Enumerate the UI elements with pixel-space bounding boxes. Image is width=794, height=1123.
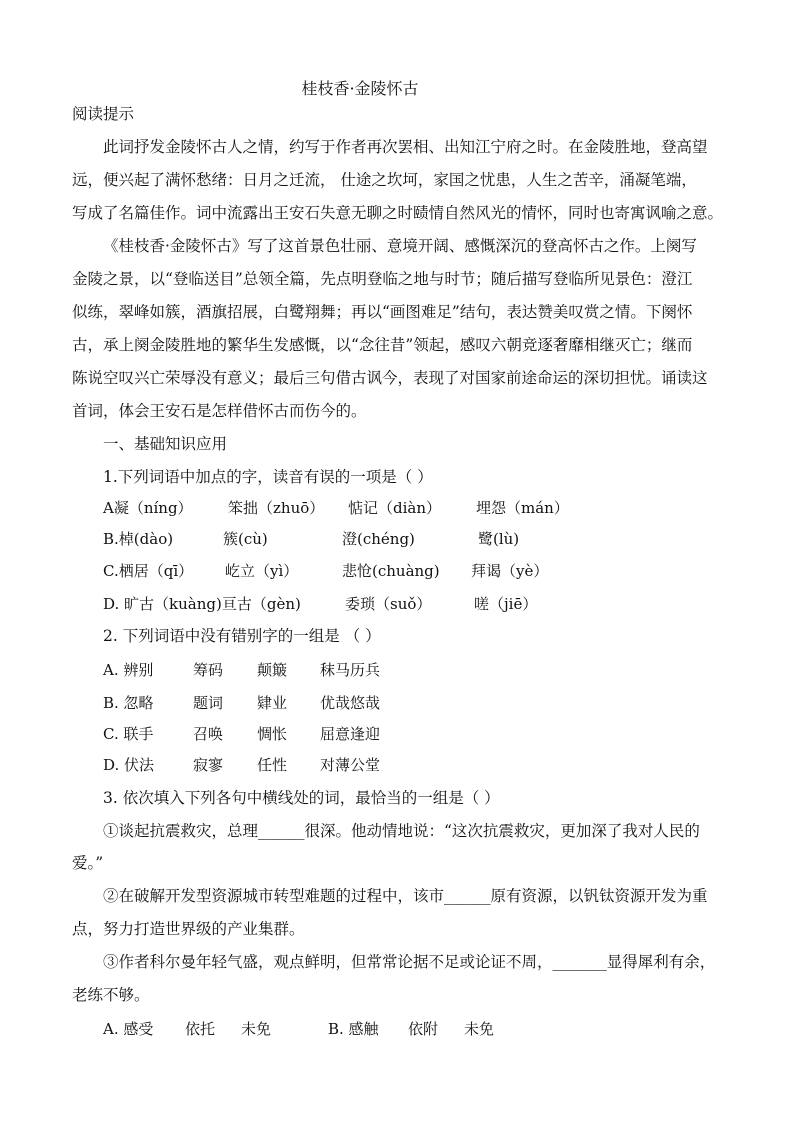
q3-option-a-2: 依托 (185, 1020, 216, 1038)
q2-option-b-1: B. 忽略 (103, 694, 154, 712)
q2-option-a-4: 秣马历兵 (320, 661, 381, 679)
q3-option-b-3: 未免 (464, 1020, 495, 1038)
q2-option-a-1: A. 辨别 (103, 661, 154, 679)
q3-option-b-1: B. 感触 (328, 1020, 379, 1038)
q1-stem: 1.下列词语中加点的字，读音有误的一项是（ ） (103, 468, 433, 486)
q1-option-a-3: 惦记（diàn） (348, 499, 442, 517)
intro-p1-line-2: 远，便兴起了满怀愁绪：日月之迁流， 仕途之坎坷，家国之忧患，人生之苦辛，涌凝笔端， (72, 171, 697, 189)
q1-option-d-3: 嗟（jiē） (474, 595, 538, 613)
q2-option-a-3: 颠簸 (257, 661, 288, 679)
q2-option-b-3: 肄业 (257, 694, 288, 712)
q2-option-b-4: 优哉悠哉 (320, 694, 381, 712)
q1-option-d-2: 委琐（suǒ） (345, 595, 432, 613)
q2-option-d-2: 寂寥 (193, 756, 224, 774)
q3-stem: 3. 依次填入下列各句中横线处的词，最恰当的一组是（ ） (103, 789, 500, 807)
q1-option-a-4: 埋怨（mán） (476, 499, 569, 517)
q1-option-b-3: 澄(chéng) (342, 530, 415, 548)
intro-p2-line-2: 金陵之景，以“登临送目”总领全篇，先点明登临之地与时节；随后描写登临所见景色：澄江 (72, 270, 693, 288)
q3-sentence-2-line-1: ②在破解开发型资源城市转型难题的过程中，该市______原有资源，以钒钛资源开发为重 (103, 887, 708, 905)
q1-option-c-3: 悲怆(chuàng) (342, 562, 440, 580)
intro-p1-line-1: 此词抒发金陵怀古人之情，约写于作者再次罢相、出知江宁府之时。在金陵胜地，登高望 (103, 138, 708, 156)
q1-option-c-2: 屹立（yì） (225, 562, 299, 580)
q2-option-d-1: D. 伏法 (103, 756, 155, 774)
q3-option-a-3: 未免 (241, 1020, 272, 1038)
q1-option-a-1: A凝（níng） (103, 499, 193, 517)
q2-stem: 2. 下列词语中没有错别字的一组是 （ ） (103, 627, 381, 645)
section-1-heading: 一、基础知识应用 (103, 435, 228, 453)
q3-option-b-2: 依附 (408, 1020, 439, 1038)
q2-option-d-4: 对薄公堂 (320, 756, 381, 774)
q3-sentence-2-line-2: 点，努力打造世界级的产业集群。 (72, 920, 305, 938)
q1-option-c-4: 拜谒（yè） (471, 562, 549, 580)
intro-p1-line-3: 写成了名篇佳作。词中流露出王安石失意无聊之时赜情自然风光的情怀，同时也寄寓讽喻之意。 (72, 204, 724, 222)
q1-option-b-1: B.棹(dào) (103, 530, 174, 548)
page-title: 桂枝香·金陵怀古 (301, 79, 419, 98)
q2-option-a-2: 筹码 (193, 661, 224, 679)
q3-sentence-3-line-1: ③作者科尔曼年轻气盛，观点鲜明，但常常论据不足或论证不周，_______显得犀利有余， (103, 953, 716, 971)
intro-p2-line-6: 首词，体会王安石是怎样借怀古而伤今的。 (72, 402, 367, 420)
q2-option-c-3: 惆怅 (257, 725, 288, 743)
q2-option-c-1: C. 联手 (103, 725, 154, 743)
q1-option-a-2: 笨拙（zhuō） (228, 499, 325, 517)
reading-tips-heading: 阅读提示 (72, 105, 135, 123)
q2-option-d-3: 任性 (257, 756, 288, 774)
q2-option-b-2: 题词 (193, 694, 224, 712)
q1-option-b-2: 簇(cù) (223, 530, 268, 548)
q1-option-d-1: D. 旷古（kuàng)亘古（gèn) (103, 595, 301, 613)
q1-option-b-4: 鹭(lù) (478, 530, 520, 548)
q3-option-a-1: A. 感受 (103, 1020, 154, 1038)
intro-p2-line-3: 似练，翠峰如簇，酒旗招展，白鹭翔舞；再以“画图难足”结句，表达赞美叹赏之情。下阕怀 (72, 303, 693, 321)
q2-option-c-2: 召唤 (193, 725, 224, 743)
q3-sentence-1-line-2: 爱。” (72, 854, 104, 872)
q1-option-c-1: C.栖居（qī） (103, 562, 194, 580)
q3-sentence-3-line-2: 老练不够。 (72, 986, 150, 1004)
intro-p2-line-4: 古，承上阕金陵胜地的繁华生发感慨，以“念往昔”领起，感叹六朝竞逐奢靡相继灭亡；继而 (72, 336, 693, 354)
intro-p2-line-1: 《桂枝香·金陵怀古》写了这首景色壮丽、意境开阔、感慨深沉的登高怀古之作。上阕写 (103, 237, 697, 255)
intro-p2-line-5: 陈说空叹兴亡荣辱没有意义；最后三句借古讽今，表现了对国家前途命运的深切担忧。诵读这 (72, 369, 708, 387)
q2-option-c-4: 屈意逢迎 (320, 725, 381, 743)
q3-sentence-1-line-1: ①谈起抗震救灾，总理______很深。他动情地说：“这次抗震救灾，更加深了我对人民的 (103, 822, 700, 840)
